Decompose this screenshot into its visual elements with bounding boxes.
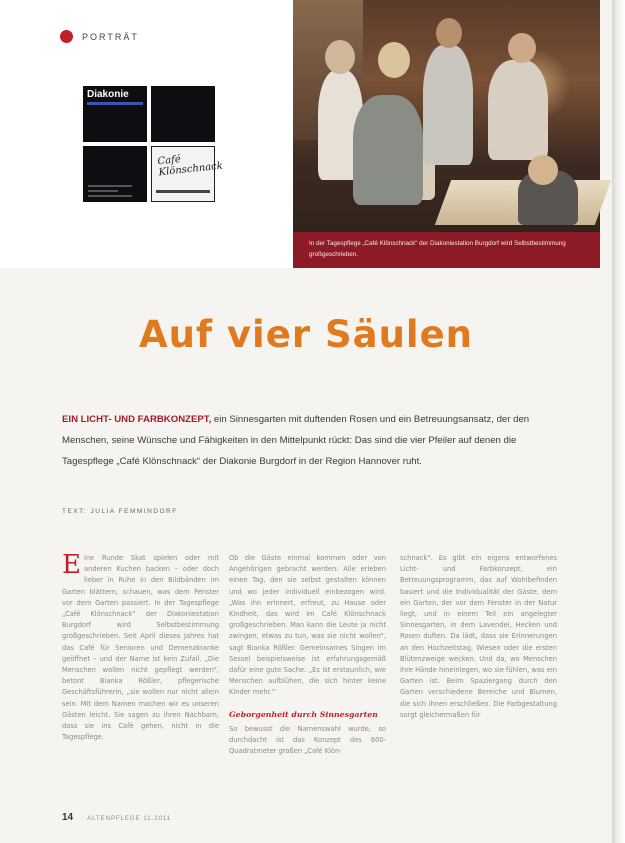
article-subhead: Geborgenheit durch Sinnesgarten (229, 709, 378, 719)
article-column-3 (400, 553, 557, 721)
article-lead (62, 409, 542, 472)
lead-emphasis: EIN LICHT- UND FARBKONZEPT, (62, 414, 212, 425)
text-tile (83, 146, 147, 202)
photo-person-1-head (325, 40, 355, 74)
photo-person-4-head (508, 33, 536, 63)
photo-caption-bar (293, 232, 600, 268)
cafe-logo-text: Café Klönschnack (157, 153, 224, 179)
section-dot-icon (60, 30, 73, 43)
column-3-text: schnack“. Es gibt ein eigens entworfenes Licht- und Farbkonzept, ein Betreuungsprogramm, das auf Wohlbefinden basiert und die Individualität der Gäste, dem ein Garten, der vor dem Fenster in der Natur liegt, und in einem Teil ein angelegter Sinnesgarten, in dem Lavendel, Hecken und Rosen duften. Da lädt, dass sie Erinnerungen an den Hochzeitstag, Wiesen oder die ersten Blütenzweige wecken. Und da, wo Menschen ihre Hände hineinlegen, wo sie fühlen, was ein Garten ist. Beim Spaziergang durch den Garten verschiedene Bereiche und Blumen, die sich ihnen erschließen. Die Farbgestaltung sorgt gleichermaßen für (400, 554, 557, 719)
next-page-edge (612, 0, 625, 843)
dark-tile (151, 86, 215, 142)
section-tag (60, 30, 139, 43)
article-photo (293, 0, 600, 268)
article-column-2 (229, 553, 386, 757)
diakonie-logo-bar (87, 102, 143, 105)
photo-person-3-head (436, 18, 462, 48)
photo-person-2-head (378, 42, 410, 78)
photo-person-5-head (528, 155, 558, 185)
photo-person-2 (353, 95, 423, 205)
footer-magazine: ALTENPFLEGE 11.2011 (87, 816, 172, 822)
cafe-logo-bar (156, 190, 210, 193)
header-band (0, 0, 600, 268)
text-tile-lines (88, 182, 132, 197)
page-number: 14 (62, 812, 74, 823)
photo-person-3 (423, 45, 473, 165)
lead-text: ein Sinnesgarten mit duftenden Rosen und ein Betreuungsansatz, der den Menschen, seine Wünsche und Fähigkeiten in den Mittelpunkt rückt: Das sind die vier Pfeiler auf denen die Tagespflege „Café Klönschnack“ der Diakonie Burgdorf in der Region Hannover ruht. (62, 414, 530, 467)
logo-grid (83, 86, 224, 204)
column-1-text: ine Runde Skat spielen oder mit anderen Kuchen backen – oder doch lieber in Ruhe in den Bildbänden im Garten blättern, schauen, was dem Fenster vor dem Garten passiert. In der Tagespflege „Café Klönschnack“ der Diakoniestation Burgdorf wird Selbstbestimmung großgeschrieben. Seit April dieses Jahres hat das Café für Senioren und Demenzkranke geöffnet – und der Name ist kein Zufall. „Die Menschen wollen nicht gepflegt werden“, betont Bianka Rößler, pflegerische Geschäftsführerin, „sie wollen nur nicht allein sein. Mit dem Namen machen wir es unseren Gästen leicht. Sie sagen zu ihren Nachbarn, dass sie ins Café gehen, nicht in die Tagespflege. (62, 554, 219, 742)
diakonie-logo-tile (83, 86, 147, 142)
photo-caption: In der Tagespflege „Café Klönschnack“ der Diakoniestation Burgdorf wird Selbstbestimmung großgeschrieben. (309, 240, 566, 258)
drop-cap: E (62, 550, 81, 580)
article-byline: TEXT: JULIA FEMMINDORF (62, 508, 178, 515)
column-2-text-2: So bewusst die Namenswahl wurde, so durchdacht ist das Konzept des 600-Quadratmeter großen „Café Klön- (229, 724, 386, 756)
diakonie-logo-text: Diakonie (87, 89, 129, 100)
column-2-text: Ob die Gäste einmal kommen oder von Angehörigen gebracht werden: Alle erleben einen Tag, den sie selbst gestalten können und wo jeder individuell einbezogen wird. „Was ihn erinnert, erfreut, zu Hause oder Kindheit, das wird im Café Klönschnack großgeschrieben. Man kann die Leute ja nicht zwingen, etwas zu tun, was sie nicht wollen“, sagt Bianka Rößler. Gemeinsames Singen im Sessel beispielsweise ist erfahrungsgemäß dafür eine gute Sache. „Es ist erstaunlich, wie Menschen aufblühen, die sich hinter keine Kinder mehr.“ (229, 554, 386, 697)
article-headline: Auf vier Säulen (138, 313, 474, 356)
page-footer (62, 812, 171, 823)
article-column-1 (62, 550, 219, 743)
section-label: PORTRÄT (82, 31, 139, 42)
cafe-logo-tile (151, 146, 224, 202)
photo-person-4 (488, 60, 548, 160)
